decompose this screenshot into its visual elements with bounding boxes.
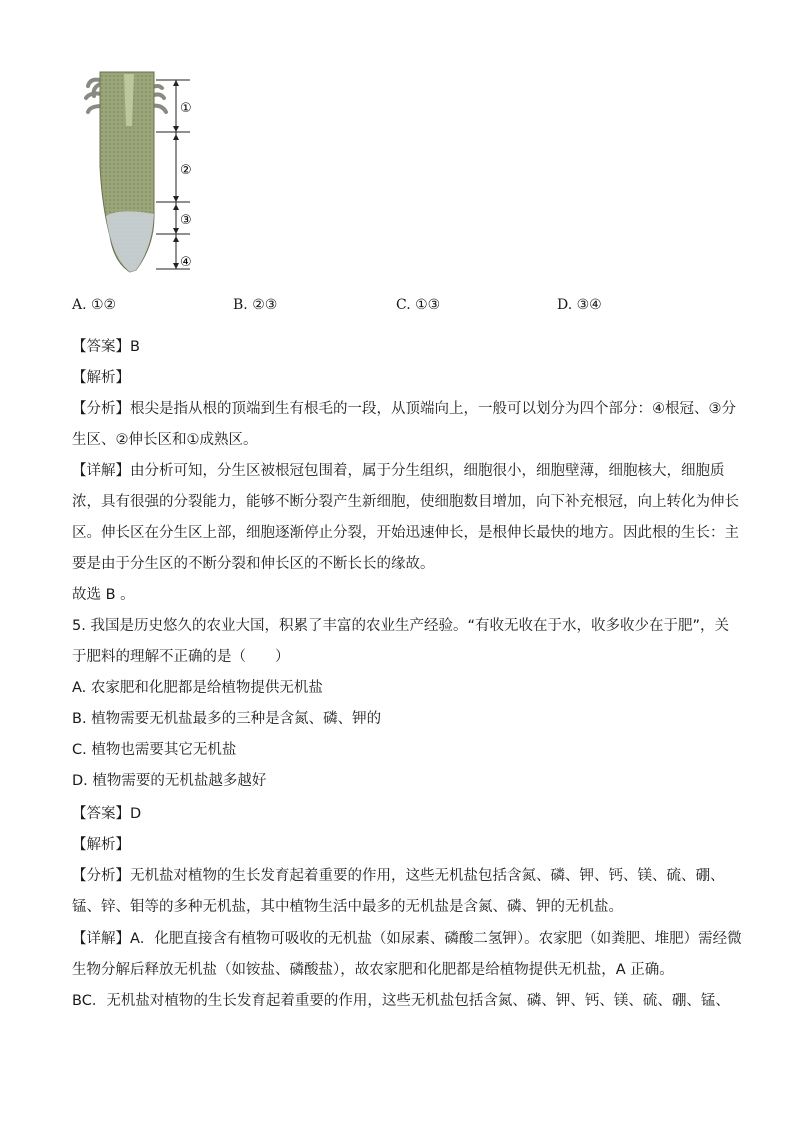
q5-choice-b: B. 植物需要无机盐最多的三种是含氮、磷、钾的: [72, 711, 382, 727]
q5-answer: 【答案】D: [72, 806, 142, 822]
q5-stem-line: 于肥料的理解不正确的是（ ）: [72, 649, 290, 665]
q5-choice-c: C. 植物也需要其它无机盐: [72, 742, 237, 758]
option-b: B. ②③: [233, 297, 278, 313]
q4-analysis-line: 【分析】根尖是指从根的顶端到生有根毛的一段，从顶端向上，一般可以划分为四个部分：④根冠、③分: [72, 401, 736, 417]
q4-detail-line: 要是由于分生区的不断分裂和伸长区的不断长长的缘故。: [72, 556, 435, 572]
q5-detail-line: BC．无机盐对植物的生长发育起着重要的作用，这些无机盐包括含氮、磷、钾、钙、镁、硫、硼、锰、: [72, 993, 730, 1009]
q5-analysis-line: 【分析】无机盐对植物的生长发育起着重要的作用，这些无机盐包括含氮、磷、钾、钙、镁、硫、硼、: [72, 868, 725, 884]
root-tip-figure: [80, 66, 210, 276]
q4-conclusion: 故选 B 。: [72, 587, 135, 603]
q4-detail-line: 【详解】由分析可知，分生区被根冠包围着，属于分生组织，细胞很小，细胞壁薄，细胞核大，细胞质: [72, 463, 725, 479]
label-4: ④: [180, 255, 192, 270]
root-tip-diagram: [80, 66, 210, 276]
q5-detail-line: 【详解】A．化肥直接含有植物可吸收的无机盐（如尿素、磷酸二氢钾）。农家肥（如粪肥、堆肥）需经微: [72, 931, 742, 947]
q5-analysis-heading: 【解析】: [72, 837, 130, 853]
q5-analysis-line: 锰、锌、钼等的多种无机盐，其中植物生活中最多的无机盐是含氮、磷、钾的无机盐。: [72, 899, 623, 915]
q5-detail-line: 生物分解后释放无机盐（如铵盐、磷酸盐），故农家肥和化肥都是给植物提供无机盐，A 正确。: [72, 962, 674, 978]
label-1: ①: [180, 101, 192, 116]
label-2: ②: [180, 163, 192, 178]
root-cap: [106, 211, 154, 272]
option-d: D. ③④: [557, 297, 602, 313]
q4-analysis-heading: 【解析】: [72, 370, 130, 386]
q5-stem-line: 5. 我国是历史悠久的农业大国，积累了丰富的农业生产经验。“有收无收在于水，收多收少在于肥”，关: [72, 618, 729, 634]
q4-analysis-line: 生区、②伸长区和①成熟区。: [72, 432, 258, 448]
option-a: A. ①②: [72, 297, 117, 313]
q5-choice-d: D. 植物需要的无机盐越多越好: [72, 773, 267, 789]
q5-choice-a: A. 农家肥和化肥都是给植物提供无机盐: [72, 680, 323, 696]
q4-answer: 【答案】B: [72, 339, 140, 355]
q4-detail-line: 浓，具有很强的分裂能力，能够不断分裂产生新细胞，使细胞数目增加，向下补充根冠，向上转化为伸长: [72, 494, 739, 510]
label-3: ③: [180, 213, 192, 228]
q4-detail-line: 区。伸长区在分生区上部，细胞逐渐停止分裂，开始迅速伸长，是根伸长最快的地方。因此根的生长：主: [72, 525, 739, 541]
option-c: C. ①③: [396, 297, 441, 313]
